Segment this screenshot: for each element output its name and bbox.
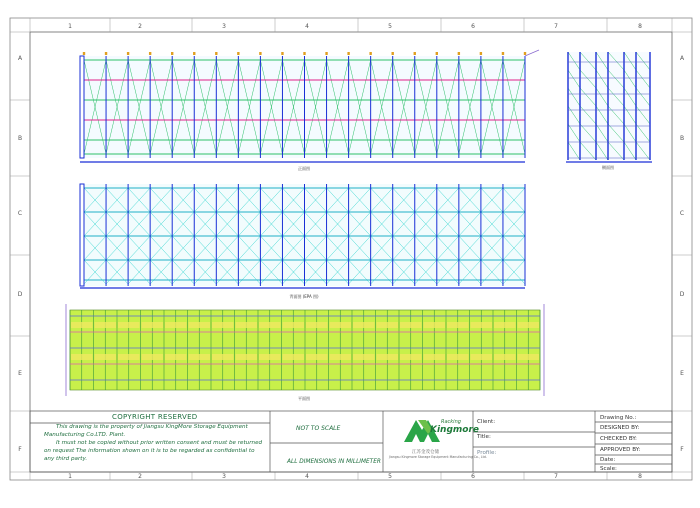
row-label: B	[679, 135, 685, 142]
rear-elevation-drawing	[80, 184, 525, 288]
front-left-end	[80, 56, 84, 158]
copyright-heading: COPYRIGHT RESERVED	[112, 413, 198, 421]
plan-pallet-slot	[236, 322, 258, 328]
scale-note: NOT TO SCALE	[296, 425, 341, 432]
plan-pallet-slot	[424, 354, 446, 360]
plan-pallet-slot	[424, 322, 446, 328]
row-labels-right	[680, 55, 685, 453]
row-label: A	[679, 55, 685, 62]
row-label: D	[17, 291, 23, 298]
title-label: Title:	[477, 434, 491, 440]
column-label: 8	[638, 473, 642, 480]
date-label: Date:	[600, 457, 616, 463]
front-upright-cap	[369, 52, 371, 55]
column-label: 4	[305, 473, 309, 480]
plan-pallet-slot	[447, 322, 469, 328]
plan-pallet-slot	[142, 354, 164, 360]
front-upright-cap	[303, 52, 305, 55]
plan-pallet-slot	[306, 354, 328, 360]
plan-pallet-slot	[306, 322, 328, 328]
plan-pallet-slot	[95, 354, 117, 360]
column-label: 3	[222, 23, 226, 30]
column-label: 7	[554, 473, 558, 480]
column-label: 6	[471, 473, 475, 480]
client-label: Client:	[477, 419, 496, 425]
drawing-no-label: Drawing No.:	[600, 415, 637, 421]
column-label: 1	[68, 23, 72, 30]
front-upright-cap	[237, 52, 239, 55]
column-labels-top	[68, 23, 642, 30]
plan-pallet-slot	[71, 322, 93, 328]
logo-brand-text: Kingmore	[430, 425, 480, 435]
front-upright-cap	[325, 52, 327, 55]
rear-left-end	[80, 184, 84, 286]
row-label: A	[17, 55, 23, 62]
rear-elevation-caption: 背面图 (EPA 图)	[289, 294, 319, 299]
plan-pallet-slot	[165, 322, 187, 328]
row-label: F	[18, 446, 22, 453]
plan-pallet-slot	[236, 354, 258, 360]
front-upright-cap	[436, 52, 438, 55]
plan-pallet-slot	[518, 354, 540, 360]
front-upright-cap	[392, 52, 394, 55]
logo-english-name: Jiangsu Kingmore Storage Equipment Manufacturing Co., Ltd.	[389, 455, 487, 459]
profile-label: Profile:	[477, 450, 497, 456]
column-label: 5	[388, 473, 392, 480]
plan-view-caption: 平面图	[298, 396, 310, 401]
front-upright-cap	[127, 52, 129, 55]
plan-pallet-slot	[494, 322, 516, 328]
front-upright-cap	[171, 52, 173, 55]
column-labels-bottom	[68, 473, 642, 480]
front-upright-cap	[524, 52, 526, 55]
front-upright-cap	[149, 52, 151, 55]
plan-pallet-slot	[353, 354, 375, 360]
column-label: 5	[388, 23, 392, 30]
plan-pallet-slot	[518, 322, 540, 328]
row-labels-left	[18, 55, 23, 453]
row-label: C	[17, 210, 23, 217]
plan-pallet-slot	[212, 354, 234, 360]
plan-view-drawing	[66, 304, 544, 396]
column-label: 2	[138, 473, 142, 480]
front-elevation-caption: 正面图	[298, 166, 310, 171]
front-upright-cap	[105, 52, 107, 55]
column-label: 4	[305, 23, 309, 30]
logo-chinese-name: 江苏金茂仓储	[412, 450, 439, 455]
plan-pallet-slot	[330, 322, 352, 328]
plan-pallet-slot	[189, 354, 211, 360]
plan-pallet-slot	[259, 322, 281, 328]
side-elevation-caption: 侧面图	[602, 165, 614, 170]
row-label: D	[679, 291, 685, 298]
scale-label: Scale:	[600, 466, 617, 472]
copyright-line-3: It must not be copied without prior written consent and must be returned	[56, 440, 263, 446]
checked-by-label: CHECKED BY:	[600, 436, 637, 442]
column-label: 3	[222, 473, 226, 480]
front-upright-cap	[281, 52, 283, 55]
plan-pallet-slot	[494, 354, 516, 360]
column-label: 1	[68, 473, 72, 480]
front-upright-cap	[215, 52, 217, 55]
plan-pallet-slot	[118, 354, 140, 360]
row-label: F	[680, 446, 684, 453]
row-label: E	[18, 370, 22, 377]
plan-pallet-slot	[400, 322, 422, 328]
front-elevation-drawing	[80, 50, 539, 162]
plan-pallet-slot	[142, 322, 164, 328]
plan-pallet-slot	[212, 322, 234, 328]
plan-pallet-slot	[95, 322, 117, 328]
row-label: B	[17, 135, 23, 142]
copyright-line-2: Manufacturing Co.LTD. Plant.	[44, 432, 126, 438]
logo-racking-text: Racking	[441, 419, 461, 425]
designed-by-label: DESIGNED BY:	[600, 425, 640, 431]
front-upright-cap	[83, 52, 85, 55]
row-label: C	[679, 210, 685, 217]
plan-pallet-slot	[165, 354, 187, 360]
plan-pallet-slot	[330, 354, 352, 360]
plan-pallet-slot	[377, 322, 399, 328]
front-upright-cap	[193, 52, 195, 55]
copyright-line-4: on request The information shown on it is to be regarded as confidential to	[44, 448, 255, 454]
copyright-line-1: This drawing is the property of Jiangsu KingMore Storage Equipment	[56, 424, 248, 430]
plan-pallet-slot	[447, 354, 469, 360]
plan-pallet-slot	[283, 354, 305, 360]
approved-by-label: APPROVED BY:	[600, 447, 641, 453]
front-upright-cap	[414, 52, 416, 55]
front-upright-cap	[502, 52, 504, 55]
plan-pallet-slot	[283, 322, 305, 328]
plan-pallet-slot	[353, 322, 375, 328]
front-upright-cap	[458, 52, 460, 55]
dimension-note: ALL DIMENSIONS IN MILLIMETER	[287, 459, 381, 465]
front-upright-cap	[480, 52, 482, 55]
column-label: 8	[638, 23, 642, 30]
front-upright-cap	[259, 52, 261, 55]
plan-pallet-slot	[471, 354, 493, 360]
plan-pallet-slot	[189, 322, 211, 328]
column-label: 6	[471, 23, 475, 30]
plan-pallet-slot	[471, 322, 493, 328]
column-label: 2	[138, 23, 142, 30]
plan-pallet-slot	[71, 354, 93, 360]
front-right-lead	[525, 50, 539, 56]
plan-pallet-slot	[377, 354, 399, 360]
copyright-line-5: any third party.	[44, 456, 88, 462]
row-label: E	[680, 370, 684, 377]
plan-pallet-slot	[259, 354, 281, 360]
front-upright-cap	[347, 52, 349, 55]
plan-pallet-slot	[118, 322, 140, 328]
side-elevation-drawing	[566, 52, 652, 162]
column-label: 7	[554, 23, 558, 30]
plan-pallet-slot	[400, 354, 422, 360]
